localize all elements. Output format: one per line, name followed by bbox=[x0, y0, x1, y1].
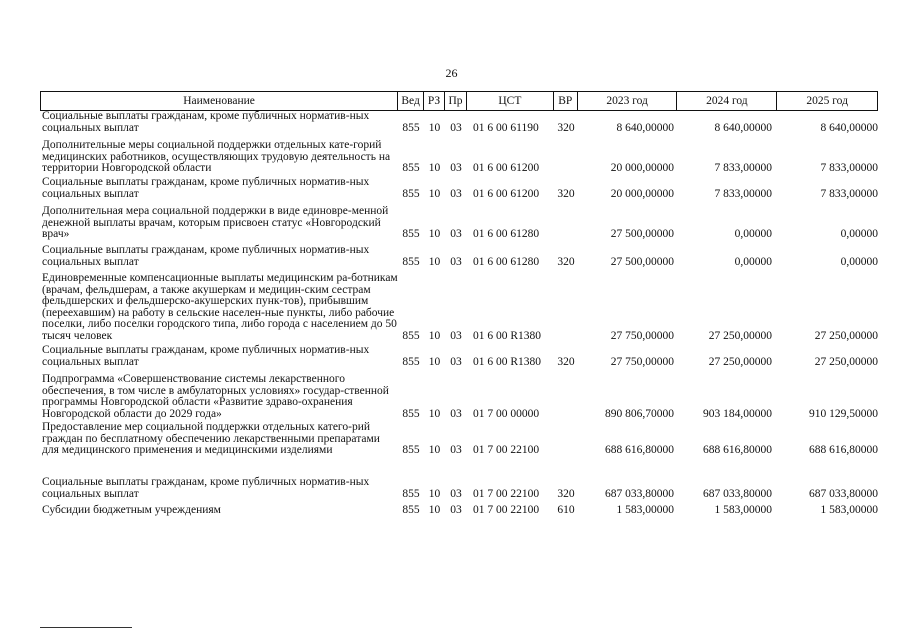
row-2023: 890 806,70000 bbox=[605, 407, 674, 420]
row-pr: 03 bbox=[450, 121, 462, 134]
row-2023: 8 640,00000 bbox=[616, 121, 674, 134]
row-2025: 688 616,80000 bbox=[809, 444, 878, 456]
row-rz: 10 bbox=[428, 504, 441, 516]
row-ved: 855 bbox=[402, 255, 420, 268]
row-rz: 10 bbox=[428, 444, 441, 456]
row-cst: 01 7 00 22100 bbox=[473, 487, 540, 500]
table-row bbox=[40, 140, 878, 175]
row-2024: 8 640,00000 bbox=[714, 121, 772, 134]
row-vr: 610 bbox=[557, 504, 575, 516]
row-name: Единовременные компенсационные выплаты медицинским ра-ботникам (врачам, фельдшерам, а также акушеркам и медицин-ским сестрам фельдшерских и фельдшерско-акушерских пунк-тов), прибывшим (переехавшим) на работу в сельские населен-ные пункты, либо рабочие поселки, либо поселки городского типа, либо города с населением до 50 тысяч человек bbox=[42, 272, 398, 342]
row-rz: 10 bbox=[428, 407, 441, 420]
row-pr: 03 bbox=[450, 487, 462, 500]
header-cst: ЦСТ bbox=[467, 92, 554, 110]
table-row bbox=[40, 177, 878, 200]
row-2023: 27 500,00000 bbox=[610, 255, 674, 268]
header-pr: Пр bbox=[445, 92, 467, 110]
row-pr: 03 bbox=[450, 329, 462, 342]
row-2024: 1 583,00000 bbox=[714, 504, 772, 516]
row-2023: 20 000,00000 bbox=[610, 187, 674, 200]
row-name: Подпрограмма «Совершенствование системы лекарственного обеспечения, в том числе в амбулаторных условиях» государ-ственной программы Новгородской области «Развитие здраво-охранения Новгородской области до 2029 года» bbox=[42, 373, 389, 420]
row-ved: 855 bbox=[402, 162, 420, 174]
row-name: Дополнительные меры социальной поддержки отдельных кате-горий медицинских работников, осуществляющих трудовую деятельность на территории Новгородской области bbox=[42, 139, 391, 174]
table-row bbox=[40, 477, 878, 500]
header-name: Наименование bbox=[41, 92, 398, 110]
row-2023: 27 750,00000 bbox=[610, 329, 674, 342]
row-ved: 855 bbox=[402, 228, 420, 240]
row-2024: 687 033,80000 bbox=[703, 487, 772, 500]
row-2024: 0,00000 bbox=[734, 228, 772, 240]
table-row bbox=[40, 505, 878, 517]
table-row bbox=[40, 273, 878, 342]
row-2024: 0,00000 bbox=[734, 255, 772, 268]
row-pr: 03 bbox=[450, 407, 462, 420]
row-ved: 855 bbox=[402, 487, 420, 500]
row-2024: 903 184,00000 bbox=[703, 407, 772, 420]
row-name: Субсидии бюджетным учреждениям bbox=[42, 504, 221, 516]
row-pr: 03 bbox=[450, 355, 462, 368]
row-cst: 01 6 00 61190 bbox=[473, 121, 539, 134]
row-2024: 7 833,00000 bbox=[714, 187, 772, 200]
row-rz: 10 bbox=[428, 228, 441, 240]
row-name: Социальные выплаты гражданам, кроме публичных норматив-ных социальных выплат bbox=[42, 110, 370, 134]
row-2025: 0,00000 bbox=[840, 255, 878, 268]
row-rz: 10 bbox=[428, 329, 441, 342]
footnote-separator bbox=[40, 627, 132, 628]
row-rz: 10 bbox=[428, 355, 441, 368]
header-2024: 2024 год bbox=[677, 92, 777, 110]
row-pr: 03 bbox=[450, 444, 462, 456]
row-name: Социальные выплаты гражданам, кроме публичных норматив-ных социальных выплат bbox=[42, 344, 370, 368]
row-cst: 01 7 00 00000 bbox=[473, 407, 540, 420]
row-cst: 01 7 00 22100 bbox=[473, 504, 540, 516]
row-cst: 01 6 00 61200 bbox=[473, 187, 540, 200]
row-vr: 320 bbox=[557, 187, 575, 200]
table-row bbox=[40, 245, 878, 268]
row-2025: 27 250,00000 bbox=[814, 329, 878, 342]
row-cst: 01 6 00 61280 bbox=[473, 255, 540, 268]
row-2025: 8 640,00000 bbox=[820, 121, 878, 134]
row-ved: 855 bbox=[402, 187, 420, 200]
row-2024: 688 616,80000 bbox=[703, 444, 772, 456]
row-name: Социальные выплаты гражданам, кроме публичных норматив-ных социальных выплат bbox=[42, 244, 370, 268]
row-rz: 10 bbox=[428, 162, 441, 174]
row-pr: 03 bbox=[450, 162, 462, 174]
page-number: 26 bbox=[445, 66, 458, 80]
table-row bbox=[40, 111, 878, 134]
row-ved: 855 bbox=[402, 444, 420, 456]
row-cst: 01 6 00 61280 bbox=[473, 228, 540, 240]
row-vr: 320 bbox=[557, 121, 575, 134]
row-pr: 03 bbox=[450, 187, 462, 200]
row-2025: 0,00000 bbox=[840, 228, 878, 240]
header-vr: ВР bbox=[554, 92, 578, 110]
row-2025: 910 129,50000 bbox=[809, 407, 878, 420]
row-pr: 03 bbox=[450, 228, 462, 240]
row-2024: 27 250,00000 bbox=[708, 355, 772, 368]
table-row bbox=[40, 206, 878, 241]
header-ved: Вед bbox=[398, 92, 424, 110]
row-name: Предоставление мер социальной поддержки отдельных катего-рий граждан по бесплатному обеспечению лекарственными препаратами для медицинского применения и медицинскими изделиями bbox=[42, 421, 380, 456]
table-row bbox=[40, 345, 878, 368]
row-2024: 7 833,00000 bbox=[714, 162, 772, 174]
row-cst: 01 7 00 22100 bbox=[473, 444, 540, 456]
row-cst: 01 6 00 R1380 bbox=[473, 329, 542, 342]
row-rz: 10 bbox=[428, 187, 441, 200]
row-2023: 1 583,00000 bbox=[616, 504, 674, 516]
row-rz: 10 bbox=[428, 487, 441, 500]
row-vr: 320 bbox=[557, 255, 575, 268]
row-name: Дополнительная мера социальной поддержки в виде единовре-менной денежной выплаты врачам, которым присвоен статус «Новгородский врач» bbox=[42, 205, 389, 240]
row-cst: 01 6 00 R1380 bbox=[473, 355, 542, 368]
row-2023: 27 750,00000 bbox=[610, 355, 674, 368]
row-name: Социальные выплаты гражданам, кроме публичных норматив-ных социальных выплат bbox=[42, 476, 370, 500]
row-ved: 855 bbox=[402, 121, 420, 134]
row-2023: 27 500,00000 bbox=[610, 228, 674, 240]
row-2025: 7 833,00000 bbox=[820, 162, 878, 174]
row-2023: 687 033,80000 bbox=[605, 487, 674, 500]
row-2025: 1 583,00000 bbox=[820, 504, 878, 516]
row-pr: 03 bbox=[450, 255, 462, 268]
header-2023: 2023 год bbox=[578, 92, 678, 110]
row-rz: 10 bbox=[428, 121, 441, 134]
row-ved: 855 bbox=[402, 407, 420, 420]
header-2025: 2025 год bbox=[806, 95, 848, 107]
row-2025: 687 033,80000 bbox=[809, 487, 878, 500]
row-pr: 03 bbox=[450, 504, 462, 516]
table-row bbox=[40, 374, 878, 420]
row-vr: 320 bbox=[557, 355, 575, 368]
row-ved: 855 bbox=[402, 504, 420, 516]
row-2024: 27 250,00000 bbox=[708, 329, 772, 342]
row-2025: 7 833,00000 bbox=[820, 187, 878, 200]
header-rz: РЗ bbox=[424, 92, 445, 110]
table-header bbox=[40, 91, 878, 111]
row-ved: 855 bbox=[402, 329, 420, 342]
row-2023: 20 000,00000 bbox=[610, 162, 674, 174]
row-vr: 320 bbox=[557, 487, 575, 500]
row-name: Социальные выплаты гражданам, кроме публичных норматив-ных социальных выплат bbox=[42, 176, 370, 200]
row-2025: 27 250,00000 bbox=[814, 355, 878, 368]
row-2023: 688 616,80000 bbox=[605, 444, 674, 456]
row-ved: 855 bbox=[402, 355, 420, 368]
row-rz: 10 bbox=[428, 255, 441, 268]
table-row bbox=[40, 422, 878, 457]
row-cst: 01 6 00 61200 bbox=[473, 162, 540, 174]
